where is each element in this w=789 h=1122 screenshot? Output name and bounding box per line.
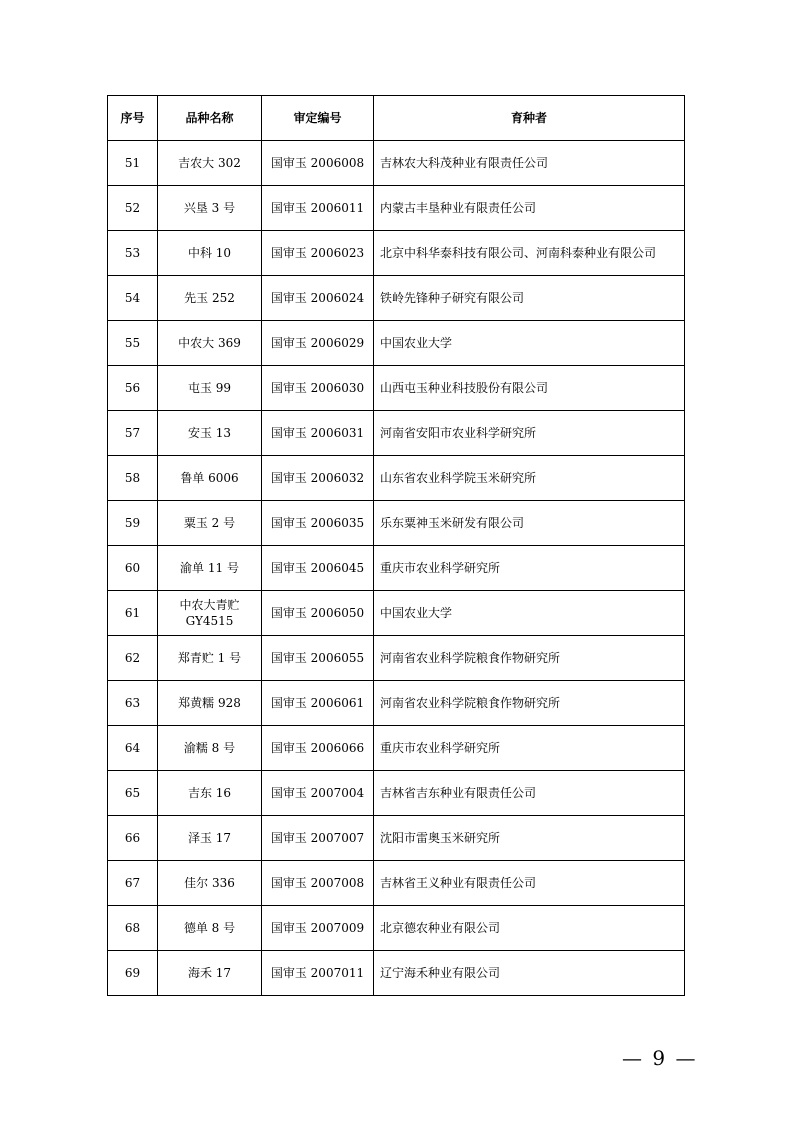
row-index: 64 [108,726,158,771]
row-index: 62 [108,636,158,681]
approval-number: 国审玉 2007011 [262,951,374,996]
header-variety-name: 品种名称 [158,96,262,141]
variety-name [158,186,262,231]
breeder: 辽宁海禾种业有限公司 [374,951,685,996]
variety-name-line: 郑黄糯 928 [178,696,241,710]
variety-name [158,816,262,861]
variety-name [158,501,262,546]
row-index: 60 [108,546,158,591]
variety-name [158,906,262,951]
header-approval-number: 审定编号 [262,96,374,141]
approval-number: 国审玉 2006030 [262,366,374,411]
variety-name [158,411,262,456]
row-index: 53 [108,231,158,276]
variety-name-line: 泽玉 17 [187,831,232,845]
variety-name [158,366,262,411]
breeder: 北京德农种业有限公司 [374,906,685,951]
approval-number: 国审玉 2006008 [262,141,374,186]
table-row [108,816,685,861]
table-body [108,141,685,996]
row-index: 66 [108,816,158,861]
variety-name-line: 渝单 11 号 [180,561,239,575]
table-row [108,276,685,321]
breeder: 山西屯玉种业科技股份有限公司 [374,366,685,411]
variety-name-line: 鲁单 6006 [180,471,239,485]
table-row [108,411,685,456]
table-row [108,861,685,906]
breeder: 吉林农大科茂种业有限责任公司 [374,141,685,186]
approval-number: 国审玉 2006023 [262,231,374,276]
approval-number: 国审玉 2006050 [262,591,374,636]
variety-name-line: 安玉 13 [187,426,232,440]
header-breeder: 育种者 [374,96,685,141]
variety-name [158,636,262,681]
table-row [108,726,685,771]
table-row [108,501,685,546]
variety-name [158,321,262,366]
row-index: 69 [108,951,158,996]
breeder: 沈阳市雷奥玉米研究所 [374,816,685,861]
variety-name-line: 渝糯 8 号 [183,741,236,755]
variety-name-line: 先玉 252 [184,291,235,305]
row-index: 68 [108,906,158,951]
approval-number: 国审玉 2006011 [262,186,374,231]
breeder: 重庆市农业科学研究所 [374,546,685,591]
variety-name [158,951,262,996]
approval-number: 国审玉 2006029 [262,321,374,366]
table-row [108,546,685,591]
row-index: 56 [108,366,158,411]
breeder: 河南省农业科学院粮食作物研究所 [374,636,685,681]
variety-name [158,726,262,771]
variety-name-line: 粟玉 2 号 [183,516,236,530]
variety-name-line: 中科 10 [187,246,232,260]
table-row [108,366,685,411]
approval-number: 国审玉 2006066 [262,726,374,771]
variety-name-line: 吉东 16 [187,786,232,800]
row-index: 67 [108,861,158,906]
approval-number: 国审玉 2007008 [262,861,374,906]
approval-number: 国审玉 2006045 [262,546,374,591]
variety-name-line: 郑青贮 1 号 [177,651,242,665]
approval-number: 国审玉 2007004 [262,771,374,816]
breeder: 吉林省吉东种业有限责任公司 [374,771,685,816]
approval-number: 国审玉 2006055 [262,636,374,681]
variety-name-line: 兴垦 3 号 [183,201,236,215]
breeder: 吉林省王义种业有限责任公司 [374,861,685,906]
approval-number: 国审玉 2006024 [262,276,374,321]
approval-number: 国审玉 2007009 [262,906,374,951]
variety-name-line: 屯玉 99 [187,381,232,395]
row-index: 58 [108,456,158,501]
variety-name-line: 德单 8 号 [183,921,236,935]
breeder: 河南省农业科学院粮食作物研究所 [374,681,685,726]
variety-name-line: 海禾 17 [187,966,232,980]
row-index: 54 [108,276,158,321]
table-row [108,591,685,636]
table-row [108,456,685,501]
row-index: 63 [108,681,158,726]
approval-number: 国审玉 2006031 [262,411,374,456]
table-row [108,141,685,186]
row-index: 65 [108,771,158,816]
row-index: 59 [108,501,158,546]
breeder: 铁岭先锋种子研究有限公司 [374,276,685,321]
variety-name [158,591,262,636]
approval-number: 国审玉 2006035 [262,501,374,546]
breeder: 中国农业大学 [374,321,685,366]
table-row [108,231,685,276]
page-number: — 9 — [622,1046,698,1070]
breeder: 北京中科华泰科技有限公司、河南科泰种业有限公司 [374,231,685,276]
row-index: 51 [108,141,158,186]
variety-name [158,231,262,276]
variety-table [107,95,685,996]
variety-name [158,456,262,501]
table-row [108,681,685,726]
variety-name-line: 中农大青贮 [179,598,240,612]
table-row [108,321,685,366]
row-index: 52 [108,186,158,231]
variety-name [158,276,262,321]
breeder: 河南省安阳市农业科学研究所 [374,411,685,456]
variety-name [158,141,262,186]
breeder: 山东省农业科学院玉米研究所 [374,456,685,501]
variety-name-line: 中农大 369 [178,336,241,350]
table-row [108,636,685,681]
breeder: 中国农业大学 [374,591,685,636]
approval-number: 国审玉 2006061 [262,681,374,726]
approval-number: 国审玉 2007007 [262,816,374,861]
variety-name-line: 佳尔 336 [184,876,235,890]
table-header-row [108,96,685,141]
breeder: 乐东粟神玉米研发有限公司 [374,501,685,546]
row-index: 57 [108,411,158,456]
table-row [108,951,685,996]
table-row [108,771,685,816]
breeder: 重庆市农业科学研究所 [374,726,685,771]
row-index: 55 [108,321,158,366]
variety-name-line: 吉农大 302 [178,156,241,170]
variety-name [158,771,262,816]
variety-name [158,546,262,591]
header-index: 序号 [108,96,158,141]
row-index: 61 [108,591,158,636]
breeder: 内蒙古丰垦种业有限责任公司 [374,186,685,231]
table-row [108,186,685,231]
variety-name [158,681,262,726]
variety-name-line-2: GY4515 [185,614,234,628]
variety-name [158,861,262,906]
table-row [108,906,685,951]
approval-number: 国审玉 2006032 [262,456,374,501]
